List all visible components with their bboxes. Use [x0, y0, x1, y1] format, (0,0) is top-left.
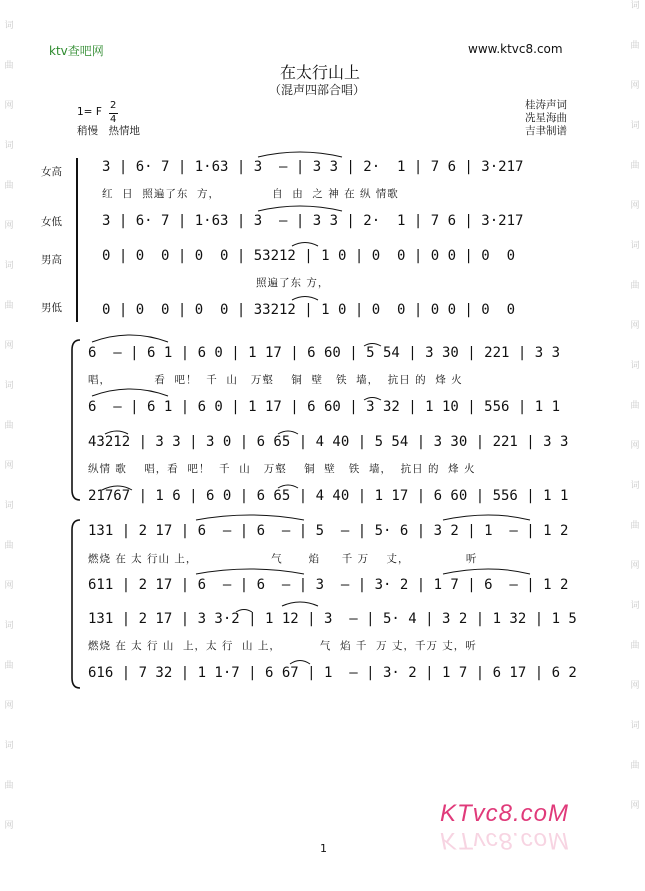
- watermark-glyph: 网: [4, 821, 14, 831]
- watermark-glyph: 词: [630, 121, 640, 131]
- watermark-glyph: 词: [630, 241, 640, 251]
- part-label-tenor: 男高: [41, 254, 62, 266]
- watermark-glyph: 词: [4, 261, 14, 271]
- part-label-bass: 男低: [41, 302, 62, 314]
- system2-soprano-notes: 6 — | 6 1 | 6 0 | 1 17 | 6 60 | 5 54 | 3 30 | 221 | 3 3: [88, 345, 561, 361]
- watermark-glyph: 网: [630, 441, 640, 451]
- song-subtitle: （混声四部合唱）: [269, 83, 366, 97]
- tempo-marking: 稍慢 热情地: [77, 125, 140, 137]
- watermark-glyph: 网: [4, 341, 14, 351]
- system1-soprano-lyrics: 红 日 照遍了东 方， 自 由 之 神 在 纵 情歌: [102, 188, 399, 200]
- watermark-glyph: 曲: [4, 781, 14, 791]
- part-label-alto: 女低: [41, 216, 62, 228]
- watermark-glyph: 词: [4, 501, 14, 511]
- system2-tenor-lyrics: 纵情 歌 唱，看 吧！ 千 山 万壑 铜 壁 铁 墙， 抗日 的 烽 火: [88, 463, 476, 475]
- watermark-glyph: 曲: [630, 401, 640, 411]
- system3-bass-notes: 616 | 7 32 | 1 1·7 | 6 67 | 1 — | 3· 2 | 1 7 | 6 17 | 6 2: [88, 665, 577, 681]
- site-brand: ktv查吧网: [49, 44, 104, 58]
- system2-bass-notes: 21767 | 1 6 | 6 0 | 6 65 | 4 40 | 1 17 | 6 60 | 556 | 1 1: [88, 488, 569, 504]
- song-title: 在太行山上: [280, 63, 361, 82]
- system1-alto-notes: 3 | 6· 7 | 1·63 | 3 — | 3 3 | 2· 1 | 7 6 | 3·217: [102, 213, 524, 229]
- system3-soprano-notes: 131 | 2 17 | 6 — | 6 — | 5 — | 5· 6 | 3 2 | 1 — | 1 2: [88, 523, 569, 539]
- watermark-glyph: 网: [4, 221, 14, 231]
- credit-transcriber: 吉聿制谱: [525, 125, 567, 137]
- watermark-glyph: 词: [4, 381, 14, 391]
- watermark-glyph: 网: [630, 561, 640, 571]
- watermark-glyph: 词: [630, 361, 640, 371]
- time-signature-bottom: 4: [110, 114, 117, 125]
- system2-alto-notes: 6 — | 6 1 | 6 0 | 1 17 | 6 60 | 3 32 | 1 10 | 556 | 1 1: [88, 399, 561, 415]
- watermark-glyph: 曲: [630, 521, 640, 531]
- watermark-glyph: 词: [4, 741, 14, 751]
- watermark-glyph: 曲: [630, 41, 640, 51]
- watermark-glyph: 曲: [4, 661, 14, 671]
- system1-soprano-notes: 3 | 6· 7 | 1·63 | 3 — | 3 3 | 2· 1 | 7 6 | 3·217: [102, 159, 524, 175]
- watermark-glyph: 网: [630, 681, 640, 691]
- watermark-glyph: 网: [4, 701, 14, 711]
- watermark-glyph: 网: [4, 581, 14, 591]
- watermark-glyph: 词: [4, 141, 14, 151]
- time-signature-top: 2: [110, 100, 117, 111]
- watermark-glyph: 词: [4, 21, 14, 31]
- page-number: 1: [320, 842, 327, 855]
- watermark-glyph: 曲: [630, 281, 640, 291]
- watermark-glyph: 曲: [630, 641, 640, 651]
- credit-lyricist: 桂涛声词: [525, 99, 567, 111]
- credit-composer: 冼星海曲: [525, 112, 567, 124]
- part-label-soprano: 女高: [41, 166, 62, 178]
- system2-tenor-notes: 43212 | 3 3 | 3 0 | 6 65 | 4 40 | 5 54 | 3 30 | 221 | 3 3: [88, 434, 569, 450]
- system2-soprano-lyrics: 唱， 看 吧！ 千 山 万壑 铜 壁 铁 墙， 抗日 的 烽 火: [88, 374, 463, 386]
- key-signature: 1= F: [77, 106, 102, 118]
- watermark-glyph: 网: [4, 461, 14, 471]
- watermark-glyph: 词: [630, 721, 640, 731]
- system1-tenor-lyrics: 照遍了东 方，: [256, 277, 330, 289]
- watermark-glyph: 网: [630, 321, 640, 331]
- system3-alto-notes: 611 | 2 17 | 6 — | 6 — | 3 — | 3· 2 | 1 7 | 6 — | 1 2: [88, 577, 569, 593]
- watermark-glyph: 曲: [4, 61, 14, 71]
- watermark-glyph: 词: [630, 601, 640, 611]
- watermark-glyph: 网: [630, 201, 640, 211]
- site-url: www.ktvc8.com: [468, 42, 563, 56]
- watermark-glyph: 曲: [4, 541, 14, 551]
- system3-soprano-lyrics: 燃烧 在 太 行山 上， 气 焰 千 万 丈， 听: [88, 553, 478, 565]
- watermark-glyph: 网: [630, 801, 640, 811]
- watermark-glyph: 曲: [630, 761, 640, 771]
- system1-tenor-notes: 0 | 0 0 | 0 0 | 53212 | 1 0 | 0 0 | 0 0 | 0 0: [102, 248, 516, 264]
- watermark-glyph: 网: [4, 101, 14, 111]
- watermark-glyph: 曲: [630, 161, 640, 171]
- system3-tenor-lyrics: 燃烧 在 太 行 山 上，太 行 山 上， 气 焰 千 万 丈，千万 丈，听: [88, 640, 477, 652]
- watermark-glyph: 曲: [4, 421, 14, 431]
- watermark-glyph: 网: [630, 81, 640, 91]
- site-logo: KTvc8.coM: [440, 800, 570, 827]
- watermark-glyph: 曲: [4, 301, 14, 311]
- watermark-glyph: 词: [4, 621, 14, 631]
- watermark-glyph: 词: [630, 481, 640, 491]
- watermark-glyph: 词: [630, 1, 640, 11]
- watermark-glyph: 曲: [4, 181, 14, 191]
- site-logo-reflection: KTvc8.coM: [440, 827, 570, 854]
- system1-bass-notes: 0 | 0 0 | 0 0 | 33212 | 1 0 | 0 0 | 0 0 | 0 0: [102, 302, 516, 318]
- system3-tenor-notes: 131 | 2 17 | 3 3·2 | 1 12 | 3 — | 5· 4 | 3 2 | 1 32 | 1 5: [88, 611, 577, 627]
